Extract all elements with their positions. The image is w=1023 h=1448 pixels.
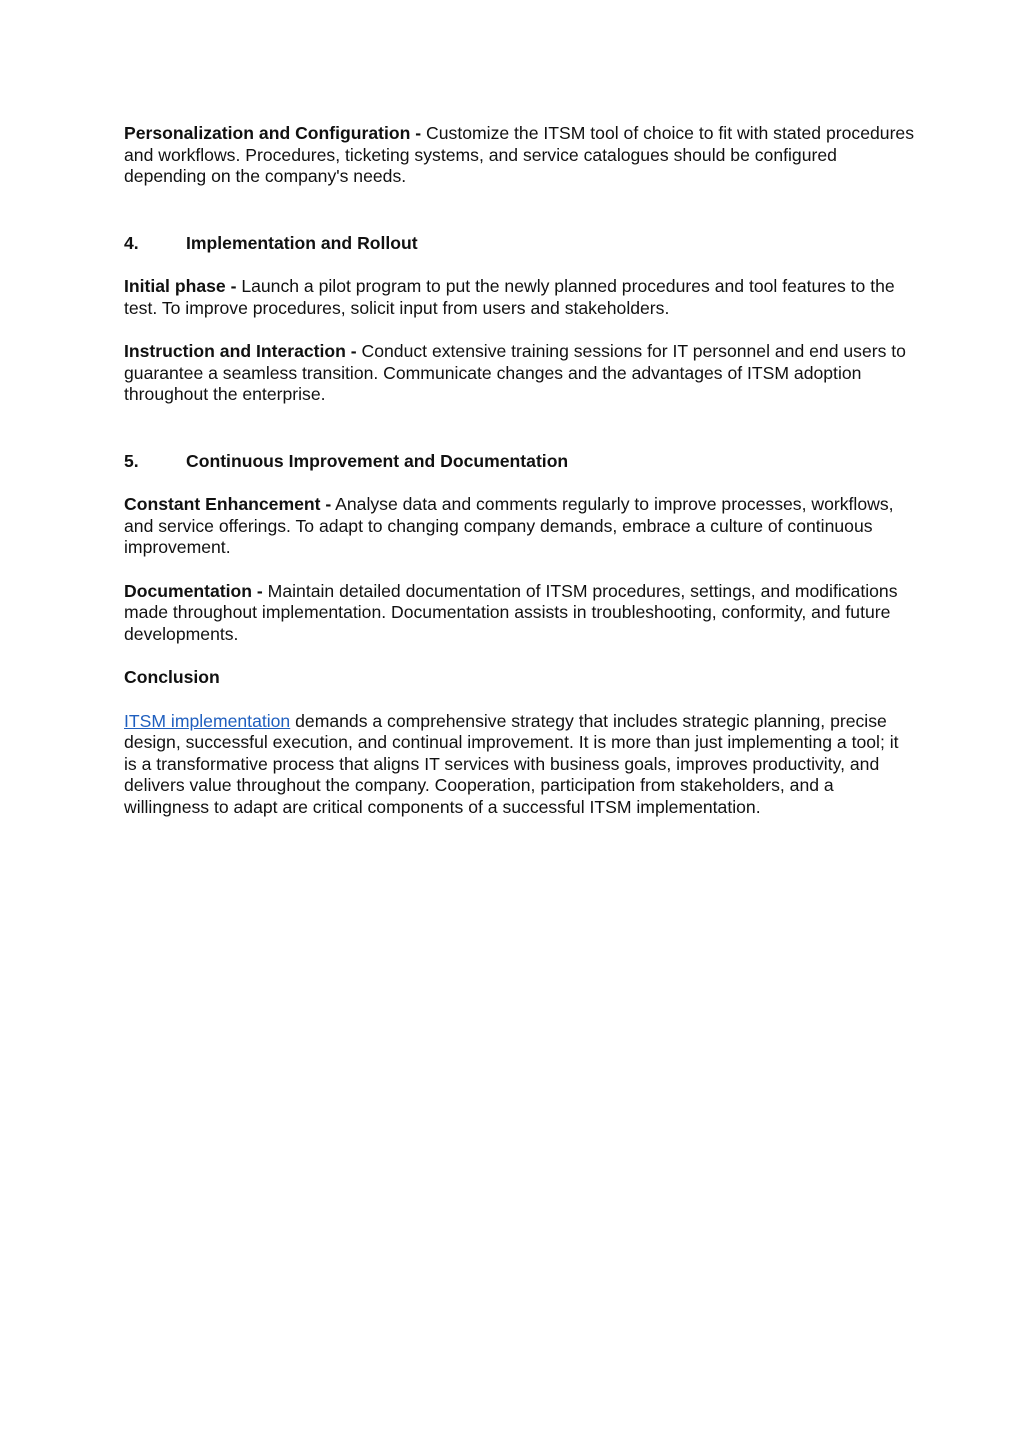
section-5-heading [124,451,914,473]
initial-phase-label: Initial phase - [124,276,237,296]
instruction-paragraph [124,341,914,406]
instruction-text: Conduct extensive training sessions for IT personnel and end users to guarantee a seamless transition. Communicate changes and the advantages of ITSM adoption throughout the enterprise. [124,341,906,404]
section-5-title: Continuous Improvement and Documentation [186,450,569,471]
instruction-label: Instruction and Interaction - [124,341,357,361]
documentation-label: Documentation - [124,580,263,601]
conclusion-heading: Conclusion [124,667,220,687]
initial-phase-text: Launch a pilot program to put the newly planned procedures and tool features to the test. To improve procedures, solicit input from users and stakeholders. [124,276,895,318]
conclusion-text: demands a comprehensive strategy that includes strategic planning, precise design, successful execution, and continual improvement. It is more than just implementing a tool; it is a transformative process that aligns IT services with business goals, improves productivity, and delivers value throughout the company. Cooperation, participation from stakeholders, and a willingness to adapt are critical components of a successful ITSM implementation. [124,710,899,817]
section-5-number: 5. [124,450,139,471]
personalization-text: Customize the ITSM tool of choice to fit with stated procedures and workflows. Procedures, ticketing systems, and service catalogues should be configured depending on the company's needs. [124,123,915,186]
documentation-text: Maintain detailed documentation of ITSM procedures, settings, and modifications made throughout implementation. Documentation assists in troubleshooting, conformity, and future developments. [124,580,898,644]
enhancement-text: Analyse data and comments regularly to improve processes, workflows, and service offerings. To adapt to changing company demands, embrace a culture of continuous improvement. [124,494,894,557]
conclusion-paragraph [124,711,914,819]
document-page [124,123,914,818]
personalization-paragraph [124,123,914,188]
itsm-implementation-link[interactable]: ITSM implementation [124,710,291,731]
personalization-label: Personalization and Configuration - [124,123,422,143]
enhancement-label: Constant Enhancement - [124,494,332,514]
section-4-number: 4. [124,232,139,253]
section-4-title: Implementation and Rollout [186,232,418,253]
section-4-heading [124,233,914,255]
initial-phase-paragraph [124,276,914,319]
enhancement-paragraph [124,494,914,559]
documentation-paragraph [124,581,914,646]
